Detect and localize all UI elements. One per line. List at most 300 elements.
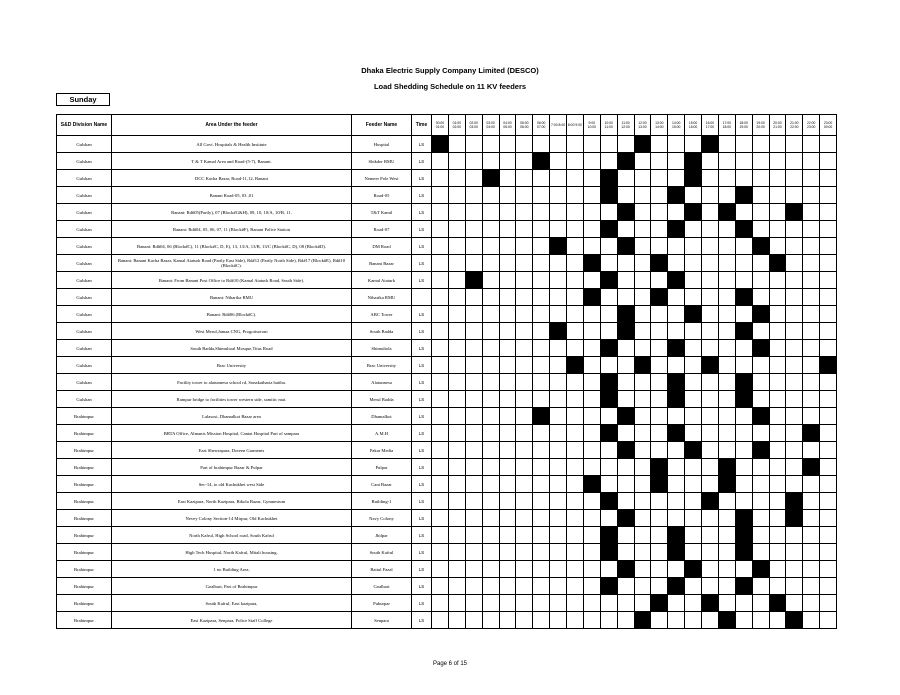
shedding-slot-off <box>702 289 719 306</box>
shedding-slot-off <box>533 442 550 459</box>
shedding-slot-off <box>668 136 685 153</box>
shedding-slot-off <box>583 187 600 204</box>
shedding-slot-off <box>617 527 634 544</box>
shedding-slot-off <box>702 408 719 425</box>
shedding-slot-off <box>448 238 465 255</box>
shedding-slot-on <box>600 425 617 442</box>
shedding-slot-off <box>634 476 651 493</box>
shedding-slot-off <box>465 340 482 357</box>
shedding-slot-off <box>769 357 786 374</box>
shedding-slot-off <box>803 221 820 238</box>
shedding-slot-off <box>583 612 600 629</box>
shedding-slot-on <box>702 136 719 153</box>
shedding-slot-off <box>550 442 567 459</box>
shedding-slot-off <box>499 493 516 510</box>
shedding-slot-off <box>634 221 651 238</box>
area-cell: Lalasosi, Dhamalkot Bazar area <box>112 408 352 425</box>
feeder-cell: South Badda <box>352 323 412 340</box>
shedding-slot-off <box>533 204 550 221</box>
shedding-slot-off <box>516 612 533 629</box>
shedding-slot-off <box>820 391 837 408</box>
shedding-slot-off <box>516 340 533 357</box>
shedding-slot-off <box>583 408 600 425</box>
shedding-slot-off <box>702 204 719 221</box>
shedding-slot-off <box>583 272 600 289</box>
shedding-slot-off <box>769 612 786 629</box>
shedding-slot-off <box>752 527 769 544</box>
shedding-slot-off <box>550 544 567 561</box>
shedding-slot-off <box>482 612 499 629</box>
area-cell: Part of brahimpur Bazar & Pulpar <box>112 459 352 476</box>
shedding-slot-off <box>617 425 634 442</box>
shedding-slot-off <box>803 595 820 612</box>
shedding-slot-off <box>432 187 449 204</box>
shedding-slot-off <box>735 306 752 323</box>
shedding-slot-off <box>685 323 702 340</box>
shedding-slot-off <box>567 170 584 187</box>
shedding-slot-off <box>769 527 786 544</box>
shedding-slot-on <box>786 510 803 527</box>
shedding-slot-off <box>718 306 735 323</box>
shedding-slot-off <box>533 221 550 238</box>
feeder-cell: A.M.H <box>352 425 412 442</box>
shedding-slot-off <box>718 357 735 374</box>
shedding-slot-off <box>634 306 651 323</box>
shedding-slot-off <box>567 510 584 527</box>
shedding-slot-on <box>735 187 752 204</box>
header-slot: 19:00 20:00 <box>752 115 769 136</box>
shedding-slot-off <box>432 510 449 527</box>
shedding-slot-on <box>752 238 769 255</box>
shedding-slot-off <box>432 255 449 272</box>
table-row <box>57 459 837 476</box>
shedding-slot-off <box>533 595 550 612</box>
shedding-slot-off <box>583 136 600 153</box>
shedding-slot-off <box>668 493 685 510</box>
shedding-slot-off <box>516 204 533 221</box>
shedding-slot-off <box>752 510 769 527</box>
table-row <box>57 357 837 374</box>
shedding-slot-off <box>820 221 837 238</box>
shedding-slot-off <box>482 544 499 561</box>
shedding-slot-off <box>482 408 499 425</box>
area-cell: East Kazipara, Senpara, Police Staff College <box>112 612 352 629</box>
shedding-slot-on <box>685 153 702 170</box>
shedding-slot-off <box>567 289 584 306</box>
shedding-slot-off <box>465 425 482 442</box>
shedding-slot-off <box>718 289 735 306</box>
shedding-slot-on <box>786 204 803 221</box>
shedding-slot-off <box>499 612 516 629</box>
shedding-slot-on <box>735 578 752 595</box>
shedding-slot-off <box>600 204 617 221</box>
shedding-slot-off <box>803 136 820 153</box>
shedding-slot-off <box>533 476 550 493</box>
shedding-slot-off <box>786 408 803 425</box>
shedding-slot-off <box>702 510 719 527</box>
area-cell: Banani: Banani Kacha Bazar, Kamal Ataturk Road (Partly East Side), Rd#12 (Partly North Side), Rd#17 (Block#E), Rd#10 (Block#C). <box>112 255 352 272</box>
shedding-slot-off <box>702 255 719 272</box>
header-slot: 23:00 00:00 <box>820 115 837 136</box>
shedding-slot-off <box>718 391 735 408</box>
shedding-slot-off <box>432 459 449 476</box>
shedding-slot-on <box>634 612 651 629</box>
ls-cell: LS <box>412 153 432 170</box>
shedding-slot-off <box>465 255 482 272</box>
feeder-cell: Pukurpar <box>352 595 412 612</box>
area-cell: 1 no Building Area, <box>112 561 352 578</box>
shedding-slot-off <box>482 578 499 595</box>
shedding-slot-off <box>550 578 567 595</box>
shedding-slot-on <box>600 340 617 357</box>
table-header-row <box>57 115 837 136</box>
shedding-slot-off <box>482 561 499 578</box>
shedding-slot-on <box>617 323 634 340</box>
division-cell: Brahimpur <box>57 510 112 527</box>
shedding-slot-off <box>803 527 820 544</box>
shedding-slot-off <box>432 612 449 629</box>
shedding-slot-off <box>567 374 584 391</box>
shedding-slot-off <box>718 595 735 612</box>
shedding-slot-off <box>567 544 584 561</box>
shedding-slot-off <box>550 493 567 510</box>
shedding-slot-off <box>718 510 735 527</box>
shedding-slot-off <box>516 408 533 425</box>
header-slot: 21:00 22:00 <box>786 115 803 136</box>
shedding-slot-off <box>516 238 533 255</box>
shedding-slot-off <box>634 289 651 306</box>
shedding-slot-off <box>752 425 769 442</box>
shedding-slot-off <box>702 476 719 493</box>
shedding-slot-on <box>803 459 820 476</box>
shedding-slot-off <box>651 238 668 255</box>
shedding-slot-off <box>617 544 634 561</box>
shedding-slot-off <box>702 612 719 629</box>
shedding-slot-off <box>668 204 685 221</box>
shedding-slot-off <box>702 153 719 170</box>
shedding-slot-off <box>499 595 516 612</box>
shedding-slot-off <box>803 544 820 561</box>
shedding-slot-off <box>769 493 786 510</box>
shedding-slot-off <box>482 510 499 527</box>
shedding-slot-off <box>735 153 752 170</box>
shedding-slot-off <box>786 561 803 578</box>
shedding-slot-off <box>499 221 516 238</box>
shedding-slot-off <box>567 459 584 476</box>
shedding-slot-off <box>735 493 752 510</box>
feeder-cell: South Kafrul <box>352 544 412 561</box>
feeder-cell: Pulpar <box>352 459 412 476</box>
shedding-slot-off <box>550 561 567 578</box>
shedding-slot-off <box>448 612 465 629</box>
division-cell: Brahimpur <box>57 476 112 493</box>
header-slot: 7:00 8:00 <box>550 115 567 136</box>
shedding-slot-off <box>432 272 449 289</box>
shedding-slot-off <box>465 442 482 459</box>
area-cell: Sec-14, to old Kachukhet west Side <box>112 476 352 493</box>
shedding-slot-off <box>651 357 668 374</box>
shedding-slot-off <box>516 544 533 561</box>
shedding-slot-off <box>702 527 719 544</box>
shedding-slot-off <box>702 374 719 391</box>
shedding-slot-on <box>685 442 702 459</box>
shedding-slot-off <box>465 187 482 204</box>
table-row <box>57 561 837 578</box>
division-cell: Gulshan <box>57 221 112 238</box>
ls-cell <box>412 289 432 306</box>
shedding-slot-on <box>617 561 634 578</box>
table-row <box>57 510 837 527</box>
table-row <box>57 289 837 306</box>
shedding-slot-off <box>803 476 820 493</box>
table-row <box>57 170 837 187</box>
shedding-slot-off <box>735 595 752 612</box>
shedding-slot-off <box>432 306 449 323</box>
shedding-slot-off <box>516 510 533 527</box>
shedding-slot-off <box>718 153 735 170</box>
shedding-slot-off <box>752 476 769 493</box>
shedding-slot-off <box>499 306 516 323</box>
shedding-slot-off <box>583 510 600 527</box>
shedding-slot-off <box>752 595 769 612</box>
shedding-slot-off <box>752 391 769 408</box>
shedding-slot-off <box>499 340 516 357</box>
table-row <box>57 612 837 629</box>
header-division: S&D Division Name <box>57 115 112 136</box>
table-row <box>57 238 837 255</box>
shedding-slot-off <box>752 612 769 629</box>
feeder-cell: Road-07 <box>352 221 412 238</box>
shedding-slot-off <box>685 408 702 425</box>
shedding-slot-off <box>718 561 735 578</box>
shedding-slot-off <box>634 272 651 289</box>
shedding-slot-off <box>617 612 634 629</box>
shedding-slot-off <box>600 561 617 578</box>
shedding-slot-on <box>617 153 634 170</box>
shedding-slot-off <box>685 544 702 561</box>
shedding-slot-off <box>600 612 617 629</box>
shedding-slot-off <box>499 408 516 425</box>
shedding-slot-off <box>617 255 634 272</box>
shedding-slot-off <box>448 306 465 323</box>
shedding-slot-off <box>651 578 668 595</box>
shedding-slot-off <box>718 544 735 561</box>
division-cell: Gulshan <box>57 323 112 340</box>
shedding-slot-off <box>752 221 769 238</box>
shedding-slot-off <box>550 170 567 187</box>
shedding-slot-off <box>685 459 702 476</box>
shedding-slot-off <box>786 170 803 187</box>
shedding-slot-off <box>499 391 516 408</box>
shedding-slot-off <box>718 255 735 272</box>
shedding-slot-off <box>465 510 482 527</box>
shedding-slot-off <box>482 289 499 306</box>
shedding-slot-off <box>803 153 820 170</box>
shedding-slot-off <box>752 136 769 153</box>
area-cell: Banani: From Banani Post Office to Rd#10 (Kamal Ataturk Road, South Side). <box>112 272 352 289</box>
shedding-slot-off <box>448 391 465 408</box>
shedding-slot-off <box>567 306 584 323</box>
shedding-slot-off <box>718 170 735 187</box>
shedding-slot-off <box>533 374 550 391</box>
shedding-slot-on <box>617 442 634 459</box>
header-slot: 11:00 12:00 <box>617 115 634 136</box>
shedding-slot-off <box>685 238 702 255</box>
shedding-slot-on <box>702 595 719 612</box>
shedding-slot-off <box>499 289 516 306</box>
shedding-slot-on <box>651 255 668 272</box>
feeder-cell: Kamal Ataturk <box>352 272 412 289</box>
shedding-slot-off <box>482 204 499 221</box>
header-time: Time <box>412 115 432 136</box>
shedding-slot-off <box>651 442 668 459</box>
feeder-cell: T&T Kamil <box>352 204 412 221</box>
shedding-slot-off <box>803 561 820 578</box>
shedding-slot-off <box>786 153 803 170</box>
feeder-cell: Pakar Media <box>352 442 412 459</box>
shedding-slot-off <box>752 255 769 272</box>
shedding-slot-off <box>550 612 567 629</box>
shedding-slot-off <box>516 374 533 391</box>
shedding-slot-on <box>668 391 685 408</box>
shedding-slot-off <box>516 221 533 238</box>
header-slot: 12:00 13:00 <box>634 115 651 136</box>
shedding-slot-off <box>769 204 786 221</box>
shedding-slot-on <box>651 476 668 493</box>
shedding-slot-off <box>735 340 752 357</box>
shedding-slot-off <box>634 374 651 391</box>
shedding-slot-off <box>432 442 449 459</box>
ls-cell: LS <box>412 187 432 204</box>
shedding-slot-off <box>482 306 499 323</box>
ls-cell: LS <box>412 425 432 442</box>
shedding-slot-off <box>583 323 600 340</box>
shedding-slot-off <box>533 391 550 408</box>
ls-cell: LS <box>412 578 432 595</box>
shedding-slot-off <box>567 442 584 459</box>
shedding-slot-off <box>448 595 465 612</box>
shedding-slot-off <box>617 391 634 408</box>
shedding-slot-off <box>803 391 820 408</box>
division-cell: Gulshan <box>57 187 112 204</box>
shedding-slot-on <box>651 289 668 306</box>
division-cell: Brahimpur <box>57 493 112 510</box>
shedding-slot-off <box>786 323 803 340</box>
shedding-slot-off <box>432 323 449 340</box>
shedding-slot-off <box>702 425 719 442</box>
shedding-slot-off <box>634 238 651 255</box>
shedding-slot-off <box>448 544 465 561</box>
shedding-slot-on <box>668 187 685 204</box>
shedding-slot-off <box>499 187 516 204</box>
shedding-slot-on <box>634 136 651 153</box>
shedding-slot-off <box>769 136 786 153</box>
shedding-slot-off <box>516 425 533 442</box>
shedding-slot-off <box>651 306 668 323</box>
area-cell: Facility tower to alatunnesa school rd, Sonakatharia baitha. <box>112 374 352 391</box>
shedding-slot-off <box>499 238 516 255</box>
shedding-slot-off <box>567 136 584 153</box>
shedding-slot-off <box>600 595 617 612</box>
shedding-slot-off <box>499 136 516 153</box>
shedding-slot-off <box>499 527 516 544</box>
shedding-slot-on <box>718 476 735 493</box>
division-cell: Gulshan <box>57 170 112 187</box>
shedding-slot-off <box>769 187 786 204</box>
shedding-slot-off <box>735 136 752 153</box>
shedding-slot-off <box>465 561 482 578</box>
shedding-slot-off <box>465 357 482 374</box>
shedding-slot-off <box>668 170 685 187</box>
shedding-slot-on <box>735 221 752 238</box>
shedding-slot-off <box>803 187 820 204</box>
shedding-slot-off <box>803 289 820 306</box>
shedding-slot-off <box>499 170 516 187</box>
shedding-slot-off <box>550 272 567 289</box>
shedding-slot-off <box>769 391 786 408</box>
shedding-slot-off <box>465 289 482 306</box>
shedding-slot-off <box>769 476 786 493</box>
shedding-slot-off <box>735 442 752 459</box>
shedding-slot-off <box>820 323 837 340</box>
feeder-cell: Jhilpar <box>352 527 412 544</box>
ls-cell: LS <box>412 306 432 323</box>
shedding-slot-off <box>769 170 786 187</box>
shedding-slot-off <box>516 136 533 153</box>
shedding-slot-off <box>617 595 634 612</box>
shedding-slot-on <box>735 544 752 561</box>
shedding-slot-off <box>432 408 449 425</box>
shedding-slot-on <box>600 221 617 238</box>
shedding-slot-off <box>786 187 803 204</box>
shedding-slot-off <box>718 578 735 595</box>
shedding-slot-off <box>448 374 465 391</box>
shedding-slot-off <box>499 578 516 595</box>
shedding-slot-off <box>499 204 516 221</box>
shedding-slot-off <box>820 136 837 153</box>
shedding-slot-on <box>735 374 752 391</box>
shedding-slot-on <box>803 425 820 442</box>
shedding-slot-off <box>769 340 786 357</box>
shedding-slot-off <box>786 272 803 289</box>
shedding-slot-off <box>769 442 786 459</box>
shedding-slot-off <box>567 187 584 204</box>
shedding-slot-off <box>600 357 617 374</box>
shedding-slot-off <box>685 357 702 374</box>
shedding-slot-off <box>516 527 533 544</box>
shedding-slot-on <box>718 204 735 221</box>
shedding-slot-off <box>685 374 702 391</box>
shedding-slot-off <box>668 612 685 629</box>
shedding-slot-off <box>583 374 600 391</box>
ls-cell: LS <box>412 612 432 629</box>
shedding-slot-off <box>803 374 820 391</box>
shedding-slot-off <box>550 374 567 391</box>
division-cell: Gulshan <box>57 374 112 391</box>
shedding-slot-off <box>702 170 719 187</box>
shedding-slot-off <box>448 357 465 374</box>
shedding-slot-off <box>533 238 550 255</box>
shedding-slot-off <box>786 289 803 306</box>
shedding-slot-off <box>465 459 482 476</box>
header-slot: 05:00 06:00 <box>516 115 533 136</box>
shedding-slot-off <box>803 272 820 289</box>
shedding-slot-off <box>617 459 634 476</box>
shedding-slot-off <box>685 612 702 629</box>
shedding-slot-off <box>617 170 634 187</box>
shedding-slot-off <box>685 595 702 612</box>
shedding-slot-off <box>651 408 668 425</box>
